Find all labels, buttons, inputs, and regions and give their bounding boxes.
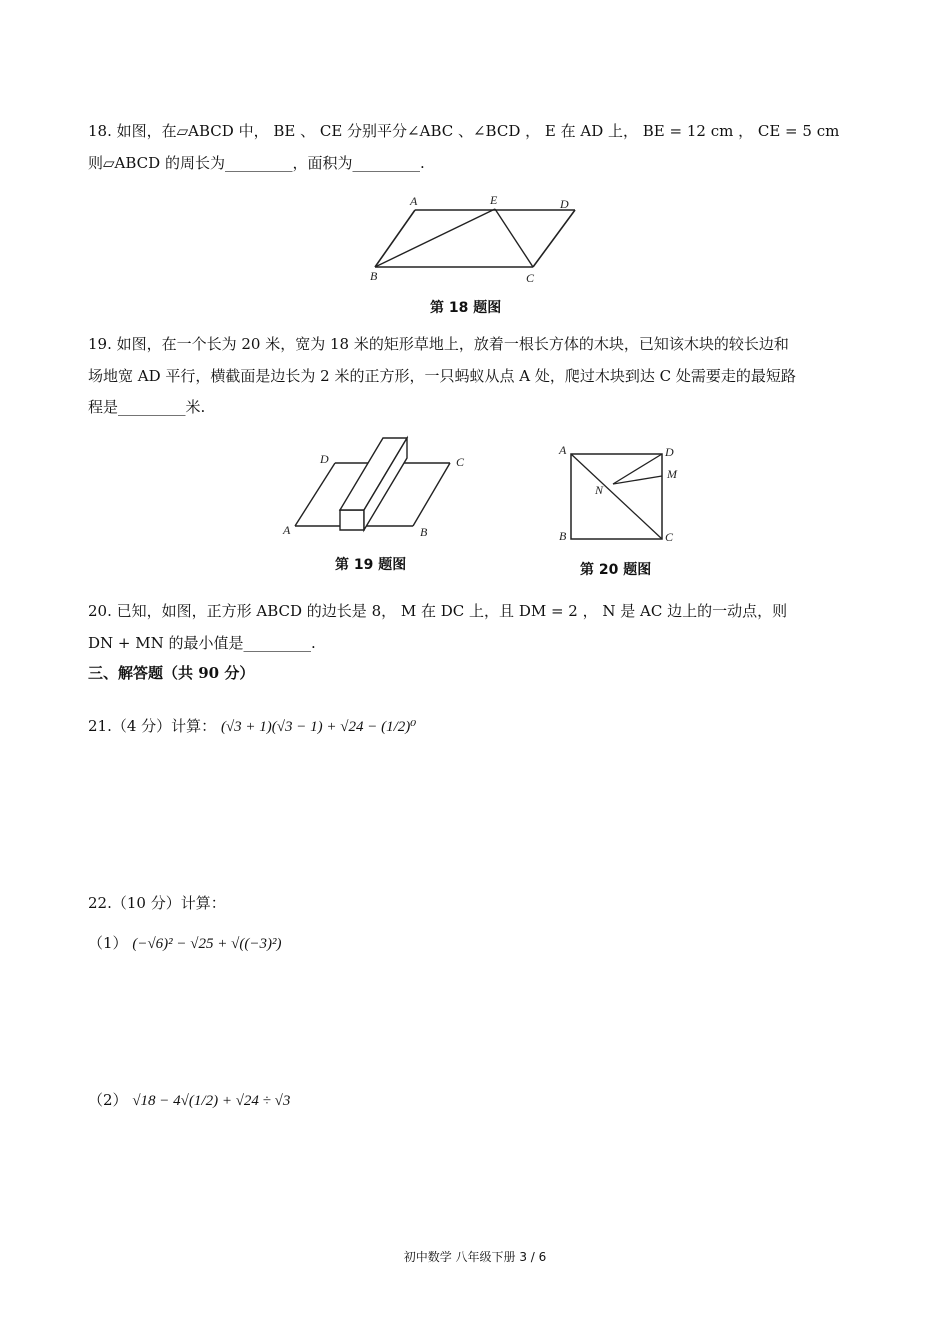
q20-line-1: 20. 已知，如图，正方形 ABCD 的边长是 8， M 在 DC 上，且 DM = 2 ， N 是 AC 边上的一动点，则 bbox=[88, 602, 788, 620]
q22-part-1-prefix: （1） bbox=[88, 934, 128, 952]
q21-line bbox=[88, 716, 416, 737]
page-footer: 初中数学 八年级下册 3 / 6 bbox=[403, 1250, 547, 1264]
q22-part-1-expression: (−√6)² − √25 + √((−3)²) bbox=[132, 936, 282, 952]
q22-title: 22.（10 分）计算： bbox=[88, 894, 226, 912]
q22-part-2 bbox=[88, 1090, 290, 1111]
q18-label-e: E bbox=[490, 193, 498, 207]
q20-line-2: DN + MN 的最小值是_________. bbox=[88, 634, 316, 652]
q18-label-c: C bbox=[526, 271, 535, 285]
q20-label-c: C bbox=[665, 530, 674, 544]
q19-label-d: D bbox=[320, 452, 329, 466]
q18-line-2: 则▱ABCD 的周长为_________，面积为_________. bbox=[88, 154, 425, 172]
q18-line-1: 18. 如图，在▱ABCD 中， BE 、 CE 分别平分∠ABC 、∠BCD ， E 在 AD 上， BE = 12 cm ， CE = 5 cm bbox=[88, 122, 840, 140]
q19-label-a: A bbox=[283, 523, 291, 537]
q20-label-m: M bbox=[667, 467, 677, 481]
q18-label-a: A bbox=[410, 194, 418, 208]
q20-figure bbox=[555, 440, 685, 550]
q19-line-2: 场地宽 AD 平行，横截面是边长为 2 米的正方形，一只蚂蚁从点 A 处，爬过木块到达 C 处需要走的最短路 bbox=[88, 367, 796, 385]
q22-part-1 bbox=[88, 933, 281, 954]
q20-label-a: A bbox=[559, 443, 567, 457]
q18-caption: 第 18 题图 bbox=[430, 300, 502, 316]
q19-label-c: C bbox=[456, 455, 465, 469]
q20-label-b: B bbox=[559, 529, 567, 543]
q20-caption: 第 20 题图 bbox=[580, 562, 652, 578]
q19-label-b: B bbox=[420, 525, 428, 539]
q19-line-3: 程是_________米. bbox=[88, 398, 206, 416]
q21-expression: (√3 + 1)(√3 − 1) + √24 − (1/2)⁰ bbox=[220, 719, 417, 735]
q19-figure bbox=[280, 430, 480, 540]
q20-label-n: N bbox=[595, 483, 604, 497]
q19-caption: 第 19 题图 bbox=[335, 557, 407, 573]
q20-label-d: D bbox=[665, 445, 674, 459]
q18-label-b: B bbox=[370, 269, 378, 283]
section-3-heading: 三、解答题（共 90 分） bbox=[88, 664, 255, 682]
q22-part-2-expression: √18 − 4√(1/2) + √24 ÷ √3 bbox=[132, 1093, 291, 1109]
q18-figure bbox=[360, 192, 590, 287]
q21-prefix: 21.（4 分）计算： bbox=[88, 717, 217, 735]
q18-label-d: D bbox=[560, 197, 569, 211]
q19-line-1: 19. 如图，在一个长为 20 米，宽为 18 米的矩形草地上，放着一根长方体的木块，已知该木块的较长边和 bbox=[88, 335, 789, 353]
q22-part-2-prefix: （2） bbox=[88, 1091, 128, 1109]
